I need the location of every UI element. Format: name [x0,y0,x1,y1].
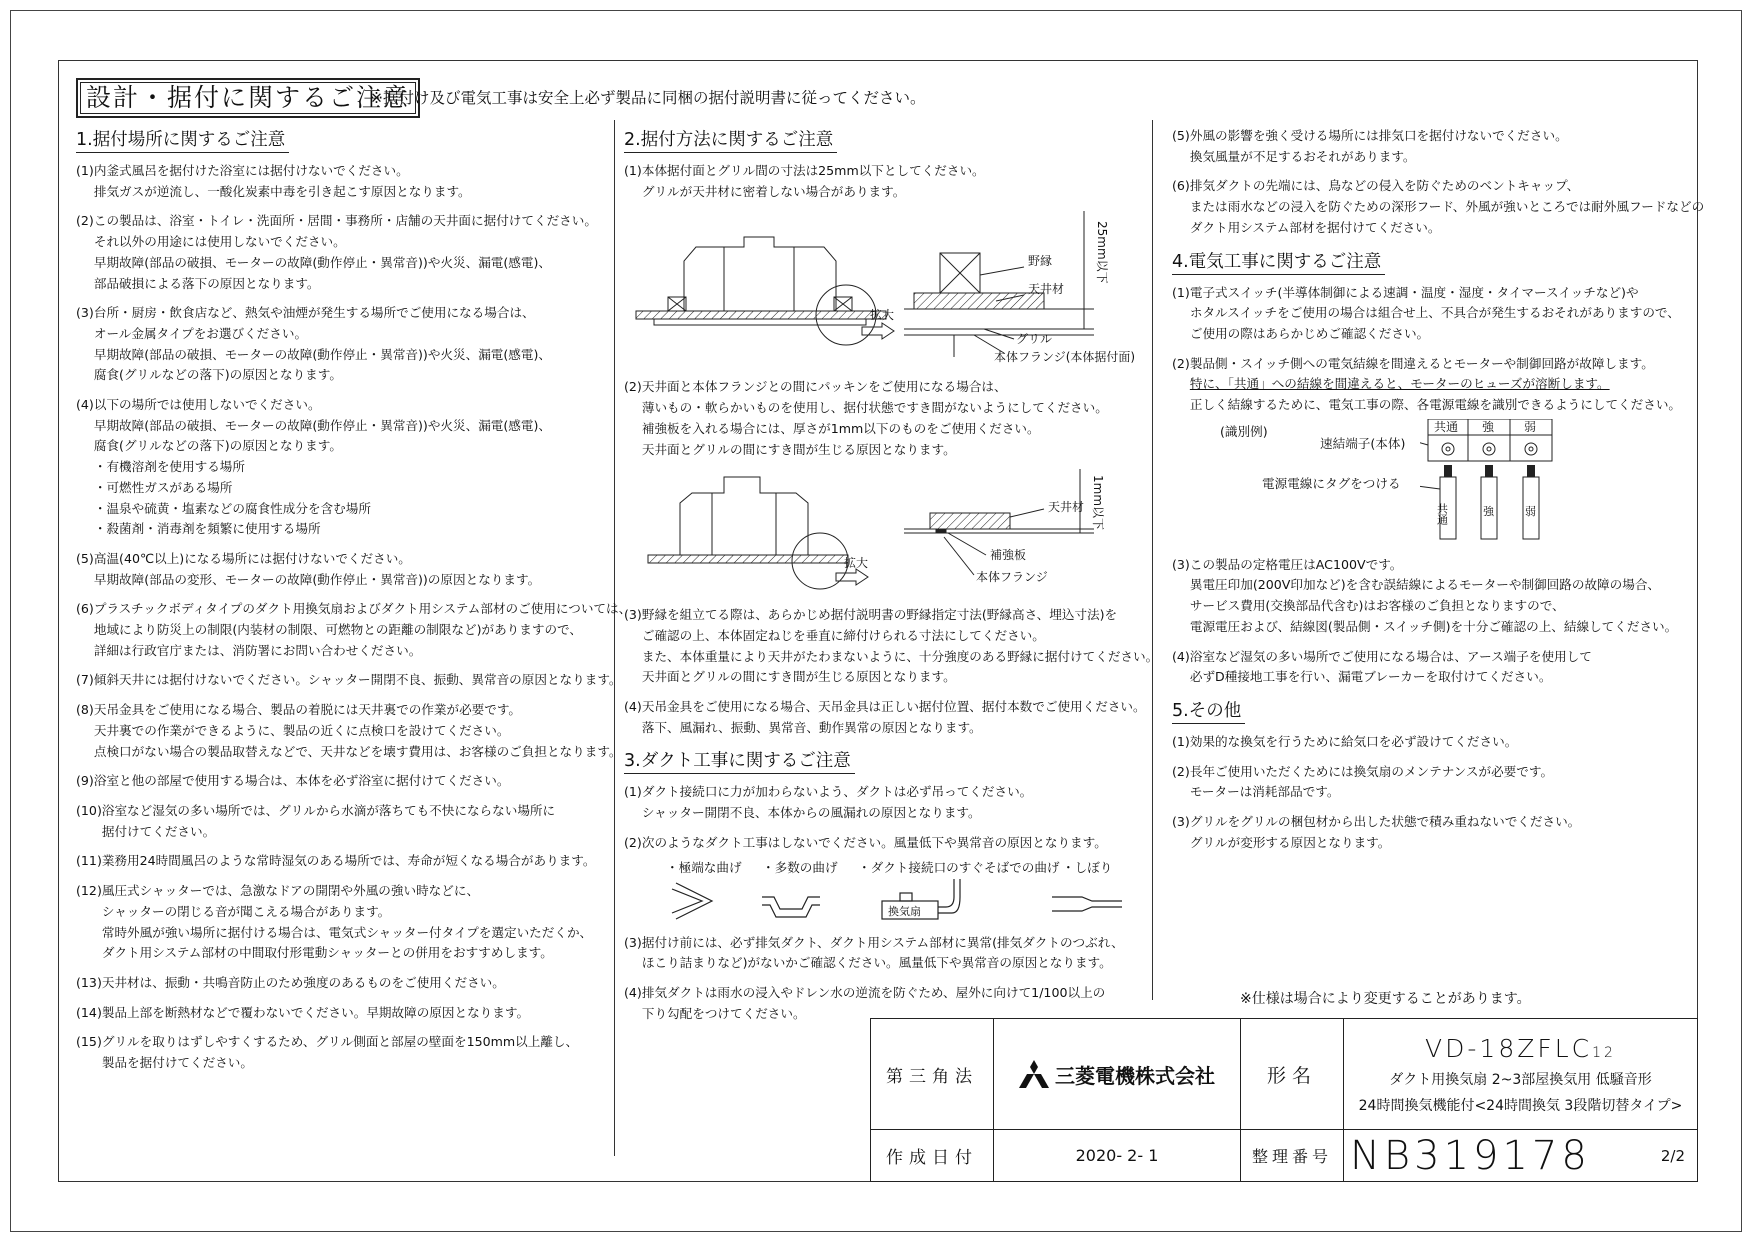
item-line: それ以外の用途には使用しないでください。 [93,234,346,250]
item-line: 地域により防災上の制限(内装材の制限、可燃物との距離の制限など)がありますので、 [93,622,582,638]
item-line: グリルを取りはずしやすくするため、グリル側面と部屋の壁面を150mm以上離し、 [101,1034,579,1050]
item-number: (2) [1172,763,1190,779]
item-line: 天井面とグリルの間にすき間が生じる原因となります。 [641,441,956,457]
column-divider-2 [1152,120,1153,1000]
projection-cell: 第三角法 [870,1018,994,1130]
section-4 [1172,248,1692,688]
label-flange: 本体フランジ(本体据付面) [994,350,1136,365]
dim-label: 25mm以下 [1095,221,1109,285]
page-number: 2/2 [1660,1146,1685,1165]
item-line: 早期故障(部品の破損、モーターの故障(動作停止・異常音))や火災、漏電(感電)、 [93,417,552,433]
item-line: 製品を据付けてください。 [101,1055,253,1071]
model-label-cell: 形名 [1240,1018,1344,1130]
duct-label-4: ・しぼり [1062,859,1113,875]
list-item [76,801,612,842]
item-line: ダクト接続口に力が加わらないよう、ダクトは必ず吊ってください。 [641,784,1033,800]
item-line: また、本体重量により天井がたわまないように、十分強度のある野縁に据付けてください。 [641,648,1159,664]
list-item [76,700,622,762]
item-number: (1) [1172,733,1190,749]
list-item [624,782,1150,823]
item-line: 早期故障(部品の変形、モーターの故障(動作停止・異常音))の原因となります。 [93,571,541,587]
terminal-t3: 弱 [1524,419,1537,434]
model-desc-1: ダクト用換気扇 2~3部屋換気用 低騒音形 [1389,1071,1652,1088]
item-line: 天井面とグリルの間にすき間が生じる原因となります。 [641,669,956,685]
item-number: (4) [76,397,94,413]
item-line: 天井面と本体フランジとの間にパッキンをご使用になる場合は、 [641,379,1007,395]
list-item [76,1003,612,1024]
company-name: 三菱電機株式会社 [1055,1063,1215,1088]
item-number: (1) [624,163,642,178]
label-grill: グリル [1016,332,1053,347]
title-block [870,1018,1698,1182]
item-line: グリルが天井材に密着しない場合があります。 [641,183,906,199]
item [1172,283,1692,345]
item-line: 腐食(グリルなどの落下)の原因となります。 [93,367,342,383]
item-line: モーターは消耗部品です。 [1189,784,1340,800]
list-item [1172,647,1692,688]
item-line: 早期故障(部品の破損、モーターの故障(動作停止・異常音))や火災、漏電(感電)、 [93,254,552,270]
item-line: 早期故障(部品の破損、モーターの故障(動作停止・異常音))や火災、漏電(感電)、 [93,346,552,362]
item-line: 薄いもの・軟らかいものを使用し、据付状態ですき間がないようにしてください。 [641,400,1108,416]
label-noen: 野縁 [1028,254,1053,269]
terminal-t2: 強 [1482,419,1495,434]
label-hokyo: 補強板 [990,548,1027,563]
item-number: (14) [76,1004,102,1020]
label-kakudai: 拡大 [844,556,869,571]
item-line: ホタルスイッチをご使用の場合は組合せ上、不具合が発生するおそれがありますので、 [1189,305,1680,321]
list-item [76,599,632,661]
wiring-example [1172,419,1692,547]
item-number: (4) [1172,648,1190,664]
item-number: (5) [76,550,94,566]
item-line: 天吊金具をご使用になる場合、天吊金具は正しい据付位置、据付本数でご使用ください。 [641,699,1146,715]
company-cell [993,1018,1241,1130]
item-line: 台所・厨房・飲食店など、熱気や油煙が発生する場所でご使用になる場合は、 [93,305,535,321]
item-line-underlined: 特に、「共通」への結線を間違えると、モーターのヒューズが溶断します。 [1189,376,1610,392]
list-item [1172,762,1692,803]
list-item [1172,283,1692,345]
item-line: 据付け前には、必ず排気ダクト、ダクト用システム部材に異常(排気ダクトのつぶれ、 [641,934,1124,950]
date-label-cell: 作成日付 [870,1129,994,1182]
item-line: 製品側・スイッチ側への電気結線を間違えるとモーターや制御回路が故障します。 [1189,355,1654,371]
item [624,161,1150,202]
item-line: 落下、風漏れ、振動、異常音、動作異常の原因となります。 [641,719,982,735]
list-item [76,881,612,964]
page-title: 設計・据付に関するご注意 [76,78,420,118]
duct-label-2: ・多数の曲げ [762,859,838,875]
item-number: (7) [76,672,94,688]
item-line: 詳細は行政官庁または、消防署にお問い合わせください。 [93,642,422,658]
item-line: 排気ガスが逆流し、一酸化炭素中毒を引き起こす原因となります。 [93,183,471,199]
item-line: 異電圧印加(200V印加など)を含む誤結線によるモーターや制御回路の故障の場合、 [1189,577,1661,593]
section-heading: 1.据付場所に関するご注意 [76,126,289,153]
tag-t1: 共通 [1435,502,1449,525]
item-line: 換気風量が不足するおそれがあります。 [1189,148,1416,164]
item-line: シャッターの閉じる音が聞こえる場合があります。 [101,903,391,919]
item-line: プラスチックボディタイプのダクト用換気扇およびダクト用システム部材のご使用については、 [93,601,632,617]
list-item [1172,555,1692,638]
item-number: (12) [76,883,102,899]
list-item [624,933,1150,974]
item-line: 排気ダクトの先端には、鳥などの侵入を防ぐためのベントキャップ、 [1189,178,1580,194]
item-line: ダクト用システム部材の中間取付形電動シャッターとの併用をおすすめします。 [101,945,553,961]
item-line: ・殺菌剤・消毒剤を頻繁に使用する場所 [93,521,321,537]
item [624,605,1159,688]
item-line: ・有機溶剤を使用する場所 [93,459,245,475]
mounting-diagram-2 [624,469,1144,599]
list-item [76,670,622,691]
item-number: (6) [1172,178,1190,194]
item-line: 業務用24時間風呂のような常時湿気のある場所では、寿命が短くなる場合があります。 [101,853,596,869]
lead-note: ※据付け及び電気工事は安全上必ず製品に同梱の据付説明書に従ってください。 [370,89,926,107]
item-number: (8) [76,702,94,718]
list-item [76,549,612,590]
item-line: シャッター開閉不良、本体からの風漏れの原因となります。 [641,805,981,821]
list-item [624,833,1150,854]
item [1172,647,1692,688]
item-line: この製品は、浴室・トイレ・洗面所・居間・事務所・店舗の天井面に据付けてください。 [93,213,597,229]
item-line: サービス費用(交換部品代含む)はお客様のご負担となりますので、 [1189,598,1565,614]
date-cell: 2020- 2- 1 [993,1129,1241,1182]
item-list [1172,126,1705,239]
item-line: 高温(40℃以上)になる場所には据付けないでください。 [93,550,411,566]
list-item [624,161,1150,202]
list-item [1172,176,1705,238]
item-line: 内釜式風呂を据付けた浴室には据付けないでください。 [93,163,409,178]
item-line: 腐食(グリルなどの落下)の原因となります。 [93,438,342,454]
item-line: 排気ダクトは雨水の浸入やドレン水の逆流を防ぐため、屋外に向けて1/100以上の [641,984,1106,1000]
item [624,833,1150,854]
dim-label: 1mm以下 [1091,475,1105,531]
list-item [1172,732,1692,753]
section-5 [1172,697,1692,854]
list-item [76,161,612,202]
model-desc-2: 24時間換気機能付<24時間換気 3段階切替タイプ> [1358,1097,1683,1114]
item-list [76,161,632,1074]
item [624,377,1150,460]
docno-label-cell: 整理番号 [1240,1129,1344,1182]
list-item [76,303,612,386]
item [624,933,1150,974]
mitsubishi-logo-icon [1019,1060,1049,1088]
list-item [76,851,612,872]
item-line: 天吊金具をご使用になる場合、製品の着脱には天井裏での作業が必要です。 [93,702,522,718]
item-line: または雨水などの浸入を防ぐための深形フード、外風が強いところでは耐外風フードなどの [1189,199,1705,215]
list-item [624,605,1159,688]
item-line: 据付けてください。 [101,823,216,839]
item-line: ・可燃性ガスがある場所 [93,479,233,495]
label-tenjo: 天井材 [1028,282,1065,297]
terminal-t1: 共通 [1434,419,1459,434]
item-number: (3) [1172,556,1190,572]
section-heading: 5.その他 [1172,697,1245,724]
label-flange: 本体フランジ [976,570,1048,585]
model-cell [1343,1018,1698,1130]
model-number: VD-18ZFLC12 [1425,1033,1616,1063]
column-2 [624,126,1159,1033]
item-line: 風圧式シャッターでは、急激なドアの開閉や外風の強い時などに、 [101,883,480,899]
tag-t2: 強 [1483,504,1494,518]
tag-t3: 弱 [1525,504,1536,518]
item-line: 浴室など湿気の多い場所では、グリルから水滴が落ちても不快にならない場所に [101,802,556,818]
tag-label: 電源電線にタグをつける [1262,475,1401,491]
item-line: 天井裏での作業ができるように、製品の近くに点検口を設けてください。 [93,722,510,738]
duct-examples [666,857,1150,923]
item-number: (11) [76,853,102,869]
column-3 [1172,126,1705,862]
item-line: ご確認の上、本体固定ねじを垂直に締付けられる寸法にしてください。 [641,627,1045,643]
list-item [624,697,1150,738]
item [1172,555,1692,638]
item-line: 浴室と他の部屋で使用する場合は、本体を必ず浴室に据付けてください。 [93,773,510,789]
docno-cell [1343,1129,1698,1182]
wiring-example-label: (識別例) [1220,423,1268,439]
item-number: (6) [76,601,94,617]
list-item [76,973,612,994]
item-4-2 [1172,354,1692,416]
list-item [624,377,1150,460]
item-line: 長年ご使用いただくためには換気扇のメンテナンスが必要です。 [1189,763,1554,779]
item-number: (3) [624,934,642,950]
section-3 [624,747,1150,1024]
item-number: (3) [624,607,642,623]
list-item [76,771,612,792]
item-number: (2) [624,834,642,850]
item-line: 本体据付面とグリル間の寸法は25mm以下としてください。 [641,163,985,178]
item-number: (1) [1172,284,1190,300]
list-item [1172,126,1692,167]
item-number: (5) [1172,128,1190,143]
item-number: (2) [76,213,94,229]
section-2 [624,126,1159,738]
item-line: この製品の定格電圧はAC100Vです。 [1189,556,1403,572]
section-heading: 3.ダクト工事に関するご注意 [624,747,855,774]
duct-label-3: ・ダクト接続口のすぐそばでの曲げ [858,859,1060,875]
item-line: 常時外風が強い場所に据付ける場合は、電気式シャッター付タイプを選定いただくか、 [101,924,593,940]
mounting-diagram-1 [624,211,1144,371]
item-number: (13) [76,974,102,990]
item-number: (2) [624,379,642,395]
item-line: 天井材は、振動・共鳴音防止のため強度のあるものをご使用ください。 [101,974,505,990]
list-item [76,395,612,540]
wiring-diagram [1420,419,1620,547]
item-line: グリルが変形する原因となります。 [1189,834,1391,850]
item-number: (9) [76,773,94,789]
item-line: ダクト用システム部材を据付けてください。 [1189,219,1441,235]
item-line: 外風の影響を強く受ける場所には排気口を据付けないでください。 [1189,128,1568,143]
item-line: 効果的な換気を行うために給気口を必ず設けてください。 [1189,733,1518,749]
item-number: (2) [1172,355,1190,371]
list-item [76,1032,612,1073]
item-line: 次のようなダクト工事はしないでください。風量低下や異常音の原因となります。 [641,834,1107,850]
item-line: 野縁を組立てる際は、あらかじめ据付説明書の野縁指定寸法(野縁高さ、埋込寸法)を [641,607,1118,623]
item-line: 必ずD種接地工事を行い、漏電ブレーカーを取付けてください。 [1189,669,1552,685]
item-number: (1) [76,163,94,178]
item-line: ほこり詰まりなど)がないかご確認ください。風量低下や異常音の原因となります。 [641,955,1112,971]
terminal-label: 速結端子(本体) [1320,435,1406,451]
item-line: 点検口がない場合の製品取替えなどで、天井などを壊す費用は、お客様のご負担となります。 [93,743,622,759]
item-line: 浴室など湿気の多い場所でご使用になる場合は、アース端子を使用して [1189,648,1592,664]
item-number: (4) [624,984,642,1000]
item-line: 補強板を入れる場合には、厚さが1mm以下のものをご使用ください。 [641,420,1040,436]
section-heading: 2.据付方法に関するご注意 [624,126,837,153]
item-line: 傾斜天井には据付けないでください。シャッター開閉不良、振動、異常音の原因となります。 [93,672,622,688]
item [624,697,1150,738]
section-1 [76,126,632,1074]
item-line: グリルをグリルの梱包材から出した状態で積み重ねないでください。 [1189,814,1581,830]
duct-diagrams [662,877,1122,923]
item-line: 以下の場所では使用しないでください。 [93,397,321,413]
item-number: (1) [624,784,642,800]
item-line: ご使用の際はあらかじめご確認ください。 [1189,325,1430,341]
duct-label-1: ・極端な曲げ [666,859,742,875]
item-line: 製品上部を断熱材などで覆わないでください。早期故障の原因となります。 [101,1004,530,1020]
item-line: 電子式スイッチ(半導体制御による速調・温度・湿度・タイマースイッチなど)や [1189,284,1639,300]
spec-change-note: ※仕様は場合により変更することがあります。 [1240,991,1531,1007]
item-number: (4) [624,699,642,715]
item-line: 正しく結線するために、電気工事の際、各電源電線を識別できるようにしてください。 [1189,397,1681,413]
section-heading: 4.電気工事に関するご注意 [1172,248,1385,275]
item-number: (15) [76,1034,102,1050]
item-list [1172,732,1692,854]
item-number: (3) [76,305,94,321]
item-line: ・温泉や硫黄・塩素などの腐食性成分を含む場所 [93,500,371,516]
list-item [1172,812,1692,853]
item-number: (10) [76,802,102,818]
item-line: 部品破損による落下の原因となります。 [93,275,320,291]
column-1 [76,126,632,1083]
item-number: (3) [1172,814,1190,830]
docno: NB319178 [1350,1132,1591,1179]
item [624,782,1150,823]
list-item [76,211,612,294]
label-tenjo: 天井材 [1048,500,1085,515]
item-line: 電源電圧および、結線図(製品側・スイッチ側)を十分ご確認の上、結線してください。 [1189,618,1678,634]
item-line: 下り勾配をつけてください。 [641,1005,806,1021]
label-kakudai: 拡大 [870,308,895,323]
duct-fan-label: 換気扇 [888,904,921,918]
item-line: オール金属タイプをお選びください。 [93,325,308,341]
